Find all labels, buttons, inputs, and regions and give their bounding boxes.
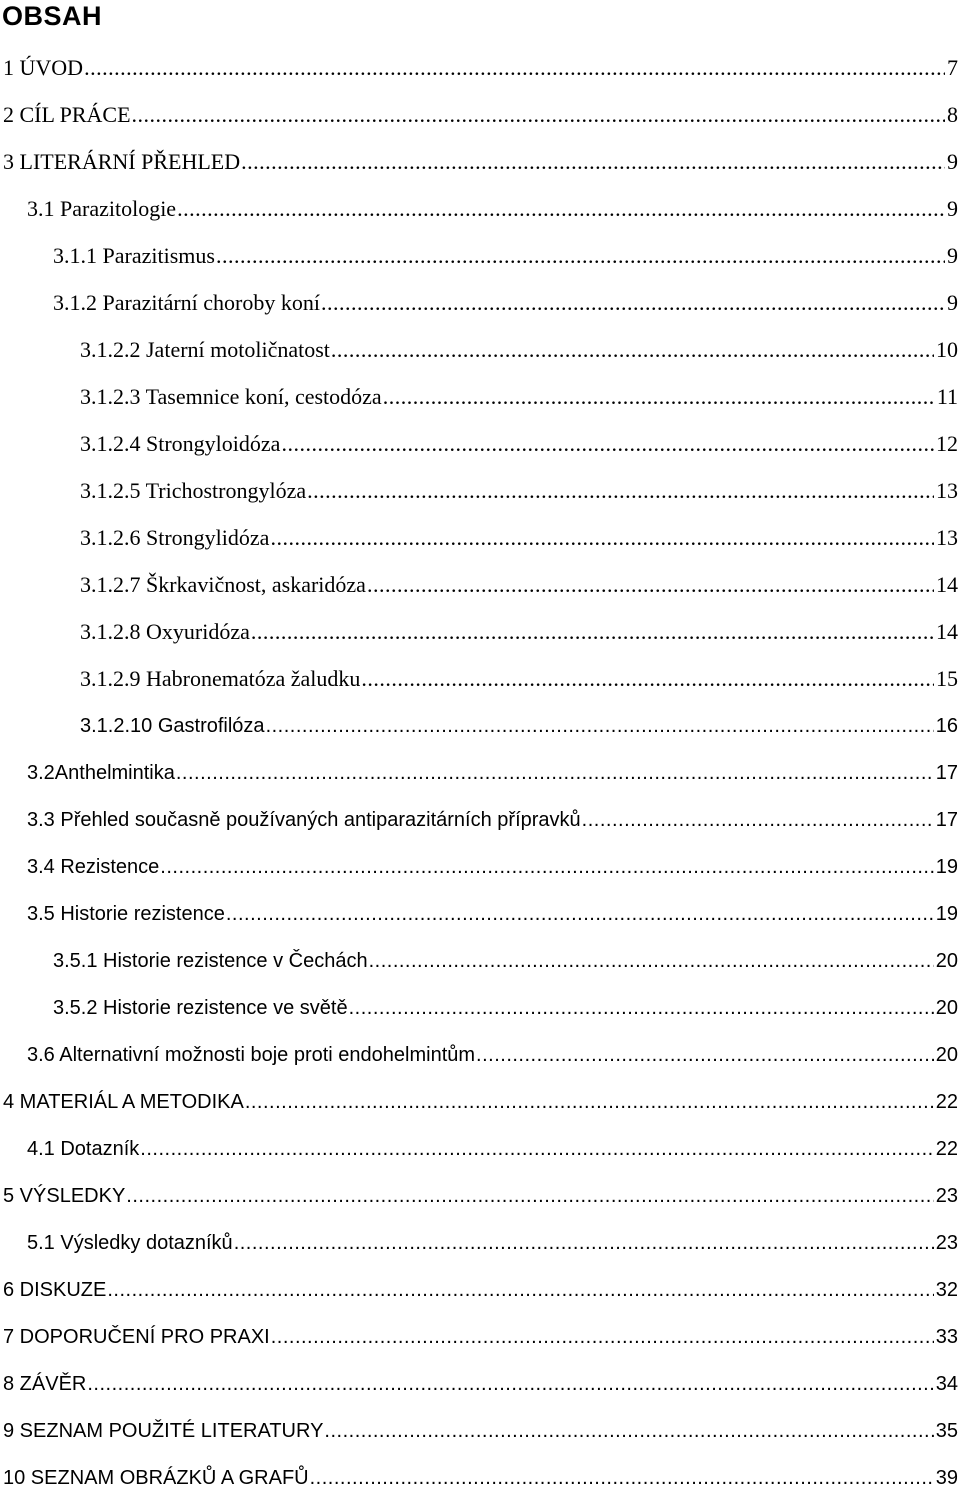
toc-entry-title: 5 VÝSLEDKY	[3, 1185, 126, 1207]
toc-entry[interactable]	[0, 520, 960, 567]
toc-leader	[245, 1084, 934, 1120]
toc-entry-title: 3.1.2 Parazitární choroby koní	[53, 290, 320, 315]
toc-leader	[176, 755, 934, 791]
toc-entry-title: 3.5 Historie rezistence	[27, 903, 225, 925]
toc-entry-title: 9 SEZNAM POUŽITÉ LITERATURY	[3, 1420, 324, 1442]
toc-entry-title: 3.1.2.4 Strongyloidóza	[80, 431, 281, 456]
toc-leader	[349, 990, 934, 1026]
toc-entry-title: 3.1.2.10 Gastrofilóza	[80, 715, 265, 737]
toc-entry-page: 22	[935, 1091, 958, 1113]
toc-leader	[321, 285, 945, 321]
toc-entry-page: 23	[935, 1232, 958, 1254]
toc-entry-page: 14	[936, 619, 958, 644]
toc-entry-title: 2 CÍL PRÁCE	[3, 102, 131, 127]
toc-entry[interactable]	[0, 1272, 960, 1319]
toc-leader	[307, 473, 934, 509]
toc-entry[interactable]	[0, 379, 960, 426]
toc-entry[interactable]	[0, 849, 960, 896]
toc-entry-page: 9	[947, 243, 958, 268]
toc-entry-page: 7	[947, 55, 958, 80]
toc-entry[interactable]	[0, 191, 960, 238]
toc-leader	[132, 97, 945, 133]
toc-entry-title: 3.1.2.3 Tasemnice koní, cestodóza	[80, 384, 382, 409]
toc-entry-title: 3.1 Parazitologie	[27, 196, 177, 221]
toc-entry-title: 4.1 Dotazník	[27, 1138, 140, 1160]
toc-entry-title: 5.1 Výsledky dotazníků	[27, 1232, 233, 1254]
toc-entry-page: 20	[935, 997, 958, 1019]
toc-leader	[271, 1319, 934, 1355]
toc-entry[interactable]	[0, 896, 960, 943]
toc-entry[interactable]	[0, 285, 960, 332]
toc-entry-title: 3.5.2 Historie rezistence ve světě	[53, 997, 348, 1019]
toc-entry-page: 12	[936, 431, 958, 456]
toc-entry-page: 23	[935, 1185, 958, 1207]
toc-entry-page: 15	[936, 666, 958, 691]
toc-entry-page: 9	[947, 149, 958, 174]
toc-leader	[140, 1131, 933, 1167]
toc-entry-page: 9	[947, 196, 958, 221]
toc-leader	[369, 943, 934, 979]
toc-entry-page: 19	[935, 856, 958, 878]
toc-entry-title: 3.1.1 Parazitismus	[53, 243, 215, 268]
toc-leader	[281, 426, 934, 462]
toc-leader	[476, 1037, 934, 1073]
toc-entry-title: 3.5.1 Historie rezistence v Čechách	[53, 950, 368, 972]
toc-entry[interactable]	[0, 943, 960, 990]
toc-entry[interactable]	[0, 1037, 960, 1084]
toc-entry[interactable]	[0, 1413, 960, 1460]
toc-entry-title: 3.1.2.2 Jaterní motoličnatost	[80, 337, 330, 362]
toc-entry[interactable]	[0, 1225, 960, 1272]
toc-entry-page: 19	[935, 903, 958, 925]
table-of-contents	[0, 50, 960, 1507]
toc-leader	[234, 1225, 934, 1261]
toc-entry-title: 3.1.2.5 Trichostrongylóza	[80, 478, 307, 503]
toc-leader	[251, 614, 934, 650]
toc-leader	[126, 1178, 933, 1214]
toc-entry[interactable]	[0, 802, 960, 849]
toc-entry-title: 3 LITERÁRNÍ PŘEHLED	[3, 149, 241, 174]
toc-entry-title: 3.1.2.6 Strongylidóza	[80, 525, 270, 550]
toc-entry-page: 10	[936, 337, 958, 362]
toc-leader	[383, 379, 935, 415]
toc-entry[interactable]	[0, 1084, 960, 1131]
toc-entry-page: 9	[947, 290, 958, 315]
toc-entry-title: 3.4 Rezistence	[27, 856, 160, 878]
toc-entry-title: 8 ZÁVĚR	[3, 1373, 87, 1395]
toc-entry[interactable]	[0, 144, 960, 191]
toc-entry[interactable]	[0, 661, 960, 708]
toc-entry-page: 39	[935, 1467, 958, 1489]
toc-entry-title: 3.6 Alternativní možnosti boje proti endohelmintům	[27, 1044, 476, 1066]
toc-entry[interactable]	[0, 1366, 960, 1413]
toc-entry[interactable]	[0, 426, 960, 473]
toc-entry-page: 20	[935, 1044, 958, 1066]
toc-entry[interactable]	[0, 1131, 960, 1178]
toc-entry-page: 17	[935, 809, 958, 831]
toc-leader	[160, 849, 933, 885]
toc-entry-title: 7 DOPORUČENÍ PRO PRAXI	[3, 1326, 270, 1348]
toc-leader	[87, 1366, 933, 1402]
toc-leader	[216, 238, 945, 274]
toc-entry-page: 11	[936, 384, 958, 409]
toc-leader	[361, 661, 934, 697]
toc-entry[interactable]	[0, 708, 960, 755]
toc-entry[interactable]	[0, 614, 960, 661]
toc-entry-title: 6 DISKUZE	[3, 1279, 107, 1301]
toc-entry-title: 3.3 Přehled současně používaných antiparazitárních přípravků	[27, 809, 581, 831]
toc-entry-title: 3.1.2.7 Škrkavičnost, askaridóza	[80, 572, 366, 597]
toc-leader	[177, 191, 945, 227]
toc-leader	[226, 896, 934, 932]
toc-entry-page: 13	[936, 525, 958, 550]
toc-entry[interactable]	[0, 990, 960, 1037]
toc-entry-page: 20	[935, 950, 958, 972]
toc-entry-title: 3.1.2.9 Habronematóza žaludku	[80, 666, 361, 691]
toc-entry-page: 34	[935, 1373, 958, 1395]
toc-entry-page: 8	[947, 102, 958, 127]
toc-entry-title: 1 ÚVOD	[3, 55, 84, 80]
toc-entry[interactable]	[0, 473, 960, 520]
toc-leader	[324, 1413, 933, 1449]
toc-entry[interactable]	[0, 238, 960, 285]
toc-entry-page: 32	[935, 1279, 958, 1301]
toc-entry[interactable]	[0, 567, 960, 614]
toc-entry-title: 3.2Anthelmintika	[27, 762, 175, 784]
page-title: OBSAH	[2, 1, 103, 31]
toc-entry-page: 33	[935, 1326, 958, 1348]
toc-entry-page: 22	[935, 1138, 958, 1160]
toc-leader	[241, 144, 945, 180]
toc-entry-page: 13	[936, 478, 958, 503]
toc-entry-title: 4 MATERIÁL A METODIKA	[3, 1091, 244, 1113]
toc-entry-title: 10 SEZNAM OBRÁZKŮ A GRAFŮ	[3, 1467, 309, 1489]
toc-leader	[582, 802, 934, 838]
toc-entry-page: 17	[935, 762, 958, 784]
toc-entry-page: 14	[936, 572, 958, 597]
toc-leader	[270, 520, 934, 556]
toc-entry[interactable]	[0, 1460, 960, 1507]
toc-entry[interactable]	[0, 1319, 960, 1366]
toc-entry[interactable]	[0, 1178, 960, 1225]
toc-entry-page: 35	[935, 1420, 958, 1442]
toc-entry[interactable]	[0, 50, 960, 97]
toc-entry-title: 3.1.2.8 Oxyuridóza	[80, 619, 250, 644]
toc-leader	[107, 1272, 933, 1308]
toc-leader	[367, 567, 934, 603]
toc-leader	[331, 332, 934, 368]
toc-entry[interactable]	[0, 332, 960, 379]
toc-leader	[84, 50, 945, 86]
toc-leader	[266, 708, 934, 744]
toc-entry-page: 16	[935, 715, 958, 737]
toc-entry[interactable]	[0, 97, 960, 144]
toc-entry[interactable]	[0, 755, 960, 802]
toc-leader	[310, 1460, 934, 1496]
